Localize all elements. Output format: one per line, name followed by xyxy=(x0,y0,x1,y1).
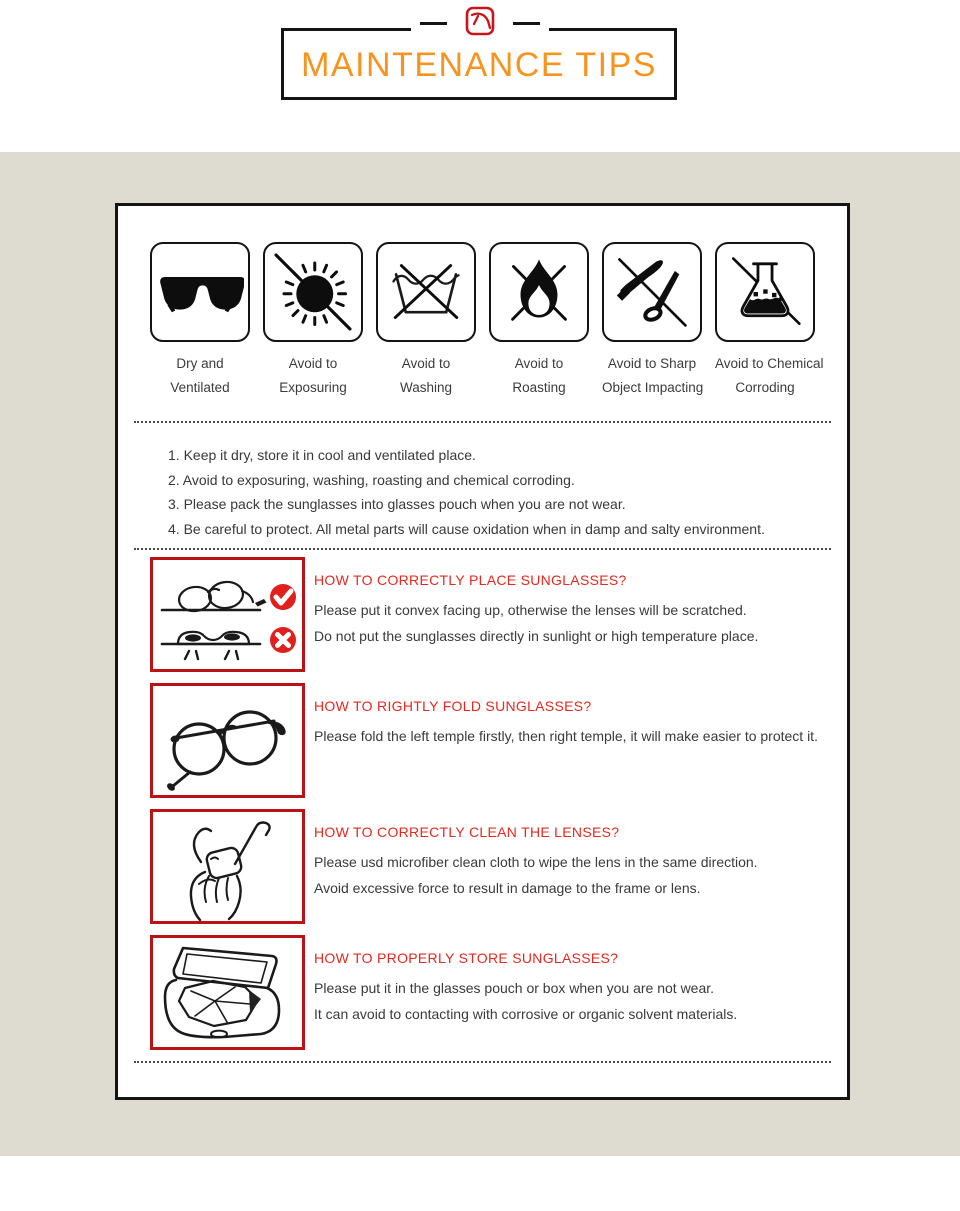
care-icon-cell xyxy=(376,242,476,400)
section-line: Please put it convex facing up, otherwise the lenses will be scratched. xyxy=(314,602,747,619)
care-icon-cell xyxy=(263,242,363,400)
section-line: Do not put the sunglasses directly in sunlight or high temperature place. xyxy=(314,628,759,645)
care-icon-label: Ventilated xyxy=(170,380,230,395)
content-background xyxy=(0,152,960,1156)
clean-lenses-illustration xyxy=(150,809,305,924)
how-to-section-fold xyxy=(150,683,831,798)
care-icon-label: Roasting xyxy=(512,380,566,395)
title-ornament xyxy=(411,5,549,41)
sunglasses-icon xyxy=(150,242,250,342)
section-line: Please fold the left temple firstly, then right temple, it will make easier to protect it. xyxy=(314,728,818,745)
ornament-dash-left xyxy=(420,22,447,25)
care-rules-list xyxy=(168,443,831,541)
section-line: Please usd microfiber clean cloth to wipe the lens in the same direction. xyxy=(314,854,758,871)
care-icon-label: Object Impacting xyxy=(602,380,704,395)
care-icon-cell xyxy=(489,242,589,400)
store-sunglasses-illustration xyxy=(150,935,305,1050)
no-fire-icon xyxy=(489,242,589,342)
no-sharp-objects-icon xyxy=(602,242,702,342)
no-washing-icon xyxy=(376,242,476,342)
care-icon-label: Dry and xyxy=(176,356,224,371)
care-icons-row xyxy=(150,242,824,400)
care-rule-item: 3. Please pack the sunglasses into glasses pouch when you are not wear. xyxy=(168,496,626,513)
care-rule-item: 2. Avoid to exposuring, washing, roasting and chemical corroding. xyxy=(168,471,575,488)
section-line: It can avoid to contacting with corrosive or organic solvent materials. xyxy=(314,1006,738,1023)
dotted-separator xyxy=(134,548,831,550)
section-line: Please put it in the glasses pouch or box when you are not wear. xyxy=(314,980,715,997)
header-band xyxy=(0,0,960,152)
section-heading: HOW TO CORRECTLY CLEAN THE LENSES? xyxy=(314,824,620,841)
how-to-section-place xyxy=(150,557,831,672)
care-icon-label: Avoid to Sharp xyxy=(607,356,697,371)
place-sunglasses-illustration xyxy=(150,557,305,672)
care-icon-label: Exposuring xyxy=(279,380,347,395)
page-title: MAINTENANCE TIPS xyxy=(301,45,657,84)
fold-sunglasses-illustration xyxy=(150,683,305,798)
dotted-separator xyxy=(134,1061,831,1063)
care-icon-label: Avoid to Chemical xyxy=(715,356,824,371)
ornament-dash-right xyxy=(513,22,540,25)
care-rule-item: 1. Keep it dry, store it in cool and ventilated place. xyxy=(168,447,476,463)
how-to-section-store xyxy=(150,935,831,1050)
care-icon-label: Corroding xyxy=(735,380,795,395)
no-sun-exposure-icon xyxy=(263,242,363,342)
section-heading: HOW TO RIGHTLY FOLD SUNGLASSES? xyxy=(314,698,592,715)
care-icon-label: Washing xyxy=(399,380,453,395)
section-heading: HOW TO PROPERLY STORE SUNGLASSES? xyxy=(314,950,619,967)
section-heading: HOW TO CORRECTLY PLACE SUNGLASSES? xyxy=(314,572,627,589)
care-icon-cell xyxy=(602,242,702,400)
care-icon-cell xyxy=(715,242,824,400)
how-to-section-clean xyxy=(150,809,831,924)
care-icon-label: Avoid to xyxy=(401,356,451,371)
folded-glasses-logo-icon xyxy=(464,5,496,42)
dotted-separator xyxy=(134,421,831,423)
no-chemicals-icon xyxy=(715,242,815,342)
section-line: Avoid excessive force to result in damage to the frame or lens. xyxy=(314,880,701,897)
maintenance-card xyxy=(115,203,850,1100)
care-icon-label: Avoid to xyxy=(514,356,564,371)
care-icon-cell xyxy=(150,242,250,400)
care-icon-label: Avoid to xyxy=(288,356,338,371)
care-rule-item: 4. Be careful to protect. All metal parts will cause oxidation when in damp and salty environment. xyxy=(168,520,765,537)
